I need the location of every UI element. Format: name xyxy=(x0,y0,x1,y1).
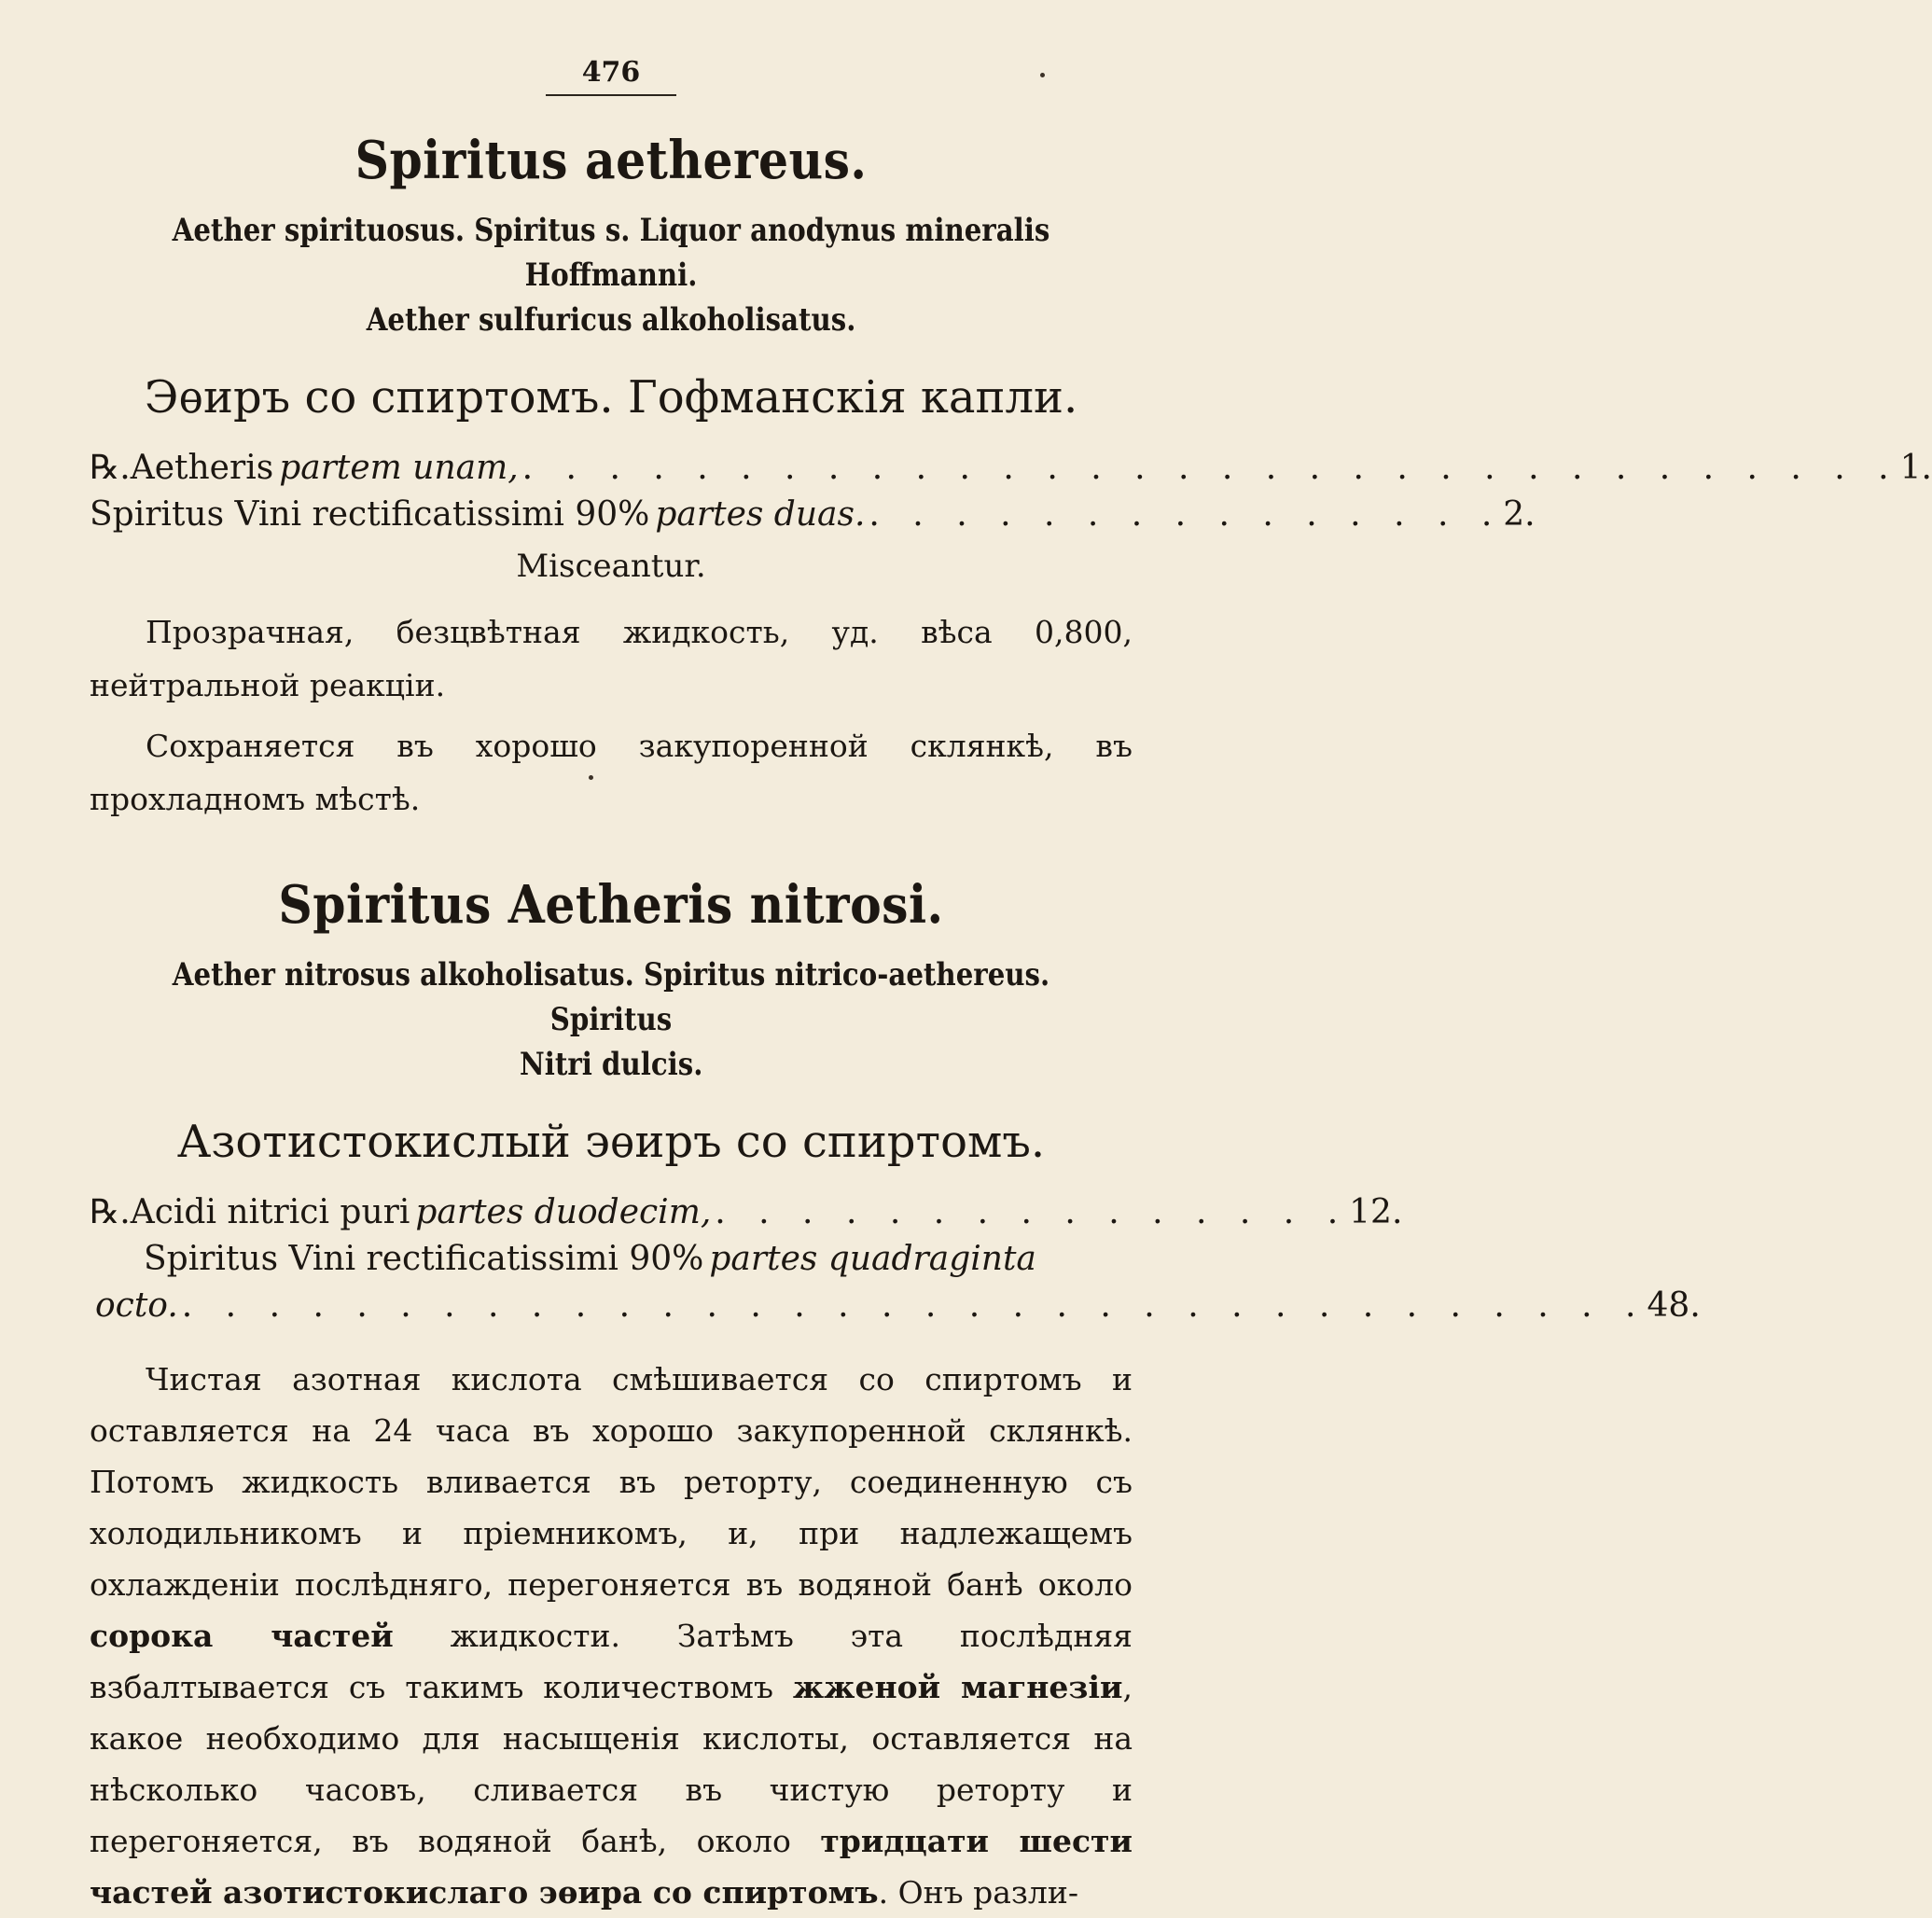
ingredient-name: Spiritus Vini rectificatissimi 90% xyxy=(144,1240,704,1278)
paragraph xyxy=(90,1354,1133,1918)
leader-dots: . . . . . . . . . . . . . . . xyxy=(869,495,1504,534)
recipe-line xyxy=(90,1286,1701,1333)
recipe-line xyxy=(90,1193,1403,1240)
section-title: Spiritus Aetheris nitrosi. xyxy=(278,874,944,936)
paragraph-text: жидкости. Затѣмъ эта послѣдняя взбалтывается съ такимъ количествомъ xyxy=(90,1618,1133,1705)
synonyms-line: Aether spirituosus. Spiritus s. Liquor anodynus mineralis Hoffmanni. xyxy=(172,212,1050,294)
recipe-mark: ℞. xyxy=(90,1193,131,1231)
synonyms-line: Aether nitrosus alkoholisatus. Spiritus nitrico-aethereus. Spiritus xyxy=(172,956,1050,1038)
russian-title: Азотистокислый эѳиръ со спиртомъ. xyxy=(176,1116,1046,1168)
bold-text: жженой магнезіи xyxy=(792,1669,1123,1705)
paragraph-text: . Онъ разли- xyxy=(878,1874,1079,1911)
recipe-mark: ℞. xyxy=(90,449,131,487)
recipe-line xyxy=(90,449,1932,495)
leader-dots: . . . . . . . . . . . . . . . . . . . . . . . . . . . . . . . . xyxy=(521,449,1900,487)
recipe xyxy=(90,1193,1701,1333)
recipe-line xyxy=(90,1240,1133,1286)
paragraph: Сохраняется въ хорошо закупоренной склянкѣ, въ прохладномъ мѣстѣ. xyxy=(90,728,1133,817)
ingredient-amount: 12. xyxy=(1349,1193,1403,1231)
russian-title: Эѳиръ со спиртомъ. Гофманскія капли. xyxy=(144,371,1078,424)
ingredient-dose: partes quadraginta xyxy=(709,1240,1036,1278)
paragraph-text: , какое необходимо для насыщенія кислоты, оставляется на нѣсколько часовъ, сливается въ чистую ретoрту и перегоняется, въ водяной банѣ, около xyxy=(90,1669,1133,1859)
misceantur: Misceantur. xyxy=(516,548,706,585)
recipe xyxy=(90,449,1932,585)
ingredient-name: Acidi nitrici puri xyxy=(130,1193,410,1231)
ingredient-name: Aetheris xyxy=(130,449,274,487)
page-number-rule xyxy=(546,94,676,96)
leader-dots: . . . . . . . . . . . . . . . xyxy=(715,1193,1350,1231)
bold-text: сорока частей xyxy=(90,1618,394,1654)
page-content xyxy=(90,56,1932,1918)
synonyms-line: Aether sulfuricus alkoholisatus. xyxy=(366,301,856,339)
synonyms xyxy=(90,208,1133,342)
ingredient-dose: partes duas. xyxy=(655,495,866,534)
leader-dots: . . . . . . . . . . . . . . . . . . . . . . . . . . . . . . . . . . xyxy=(181,1286,1647,1325)
bold-text: тридцати шести частей азотистокислаго эѳира со спиртомъ xyxy=(90,1823,1133,1911)
ingredient-dose: partes duodecim, xyxy=(415,1193,712,1231)
ingredient-amount: 2. xyxy=(1503,495,1536,534)
recipe-line xyxy=(90,495,1536,542)
synonyms xyxy=(90,952,1133,1087)
section-title: Spiritus aethereus. xyxy=(354,130,868,191)
ingredient-name: Spiritus Vini rectificatissimi 90% xyxy=(90,495,650,534)
paragraph-text: Чистая азотная кислота смѣшивается со спиртомъ и оставляется на 24 часа въ хорошо закупоренной склянкѣ. Потомъ жидкость вливается въ ретoрту, соединенную съ холодильникомъ и пріемникомъ, и, при надлежащемъ охлажденіи послѣдняго, перегоняется въ водяной банѣ около xyxy=(90,1361,1133,1603)
paragraph: Прозрачная, безцвѣтная жидкость, уд. вѣса 0,800, нейтральной реакціи. xyxy=(90,614,1133,703)
ingredient-amount: 48. xyxy=(1647,1286,1701,1325)
ingredient-amount: 1. xyxy=(1899,449,1932,487)
synonyms-line: Nitri dulcis. xyxy=(519,1046,703,1083)
ingredient-dose: octo. xyxy=(95,1286,178,1325)
ingredient-dose: partem unam, xyxy=(279,449,519,487)
page-number: 476 xyxy=(581,56,641,89)
